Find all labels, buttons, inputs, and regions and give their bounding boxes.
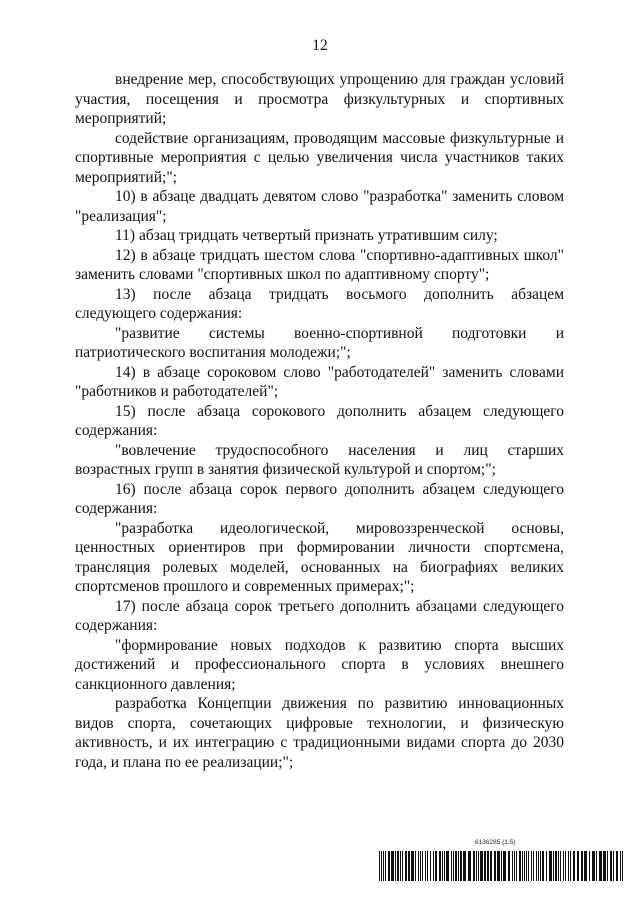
paragraph: 16) после абзаца сорок первого дополнить абзацем следующего содержания: [75, 480, 564, 517]
document-body [75, 70, 564, 772]
barcode-bar [533, 851, 534, 881]
barcode-bar [542, 851, 544, 881]
barcode-bar [444, 851, 445, 881]
paragraph: 12) в абзаце тридцать шестом слова "спортивно-адаптивных школ" заменить словами "спортивных школ по адаптивному спорту"; [75, 246, 564, 283]
barcode-bar [490, 851, 492, 881]
page-number: 12 [312, 37, 328, 54]
paragraph: 14) в абзаце сороковом слово "работодателей" заменить словами "работников и работодателей"; [75, 363, 564, 400]
barcode-bar [430, 851, 431, 881]
barcode-bar [400, 851, 401, 881]
barcode-bar [549, 851, 552, 881]
barcode-bar [512, 851, 513, 881]
barcode-bar [553, 851, 554, 881]
barcode-bar [391, 851, 394, 881]
barcode-bar [546, 851, 547, 881]
barcode-bar [460, 851, 462, 881]
paragraph: "разработка идеологической, мировоззренческой основы, ценностных ориентиров при формировании личности спортсмена, трансляция ролевых моделей, основанных на биографиях великих спортсменов прошлого и современных примерах;"; [75, 519, 564, 595]
barcode-bar [420, 851, 421, 881]
barcode-bar [519, 851, 521, 881]
barcode-bar [418, 851, 419, 881]
barcode-bar [581, 851, 583, 881]
barcode-bar [603, 851, 606, 881]
barcode-bar [402, 851, 403, 881]
barcode-bar [599, 851, 602, 881]
barcode-bar [563, 851, 564, 881]
barcode-bar [433, 851, 434, 881]
barcode-bar [620, 851, 621, 881]
barcode-bar [573, 851, 575, 881]
barcode-bar [446, 851, 449, 881]
barcode-bar [622, 851, 623, 881]
paragraph: 17) после абзаца сорок третьего дополнить абзацами следующего содержания: [75, 597, 564, 634]
barcode-bar [616, 851, 618, 881]
barcode-bar [516, 851, 517, 881]
barcode-bar [494, 851, 496, 881]
document-code: 6136285 (1.5) [475, 839, 516, 846]
barcode-bar [381, 851, 382, 881]
paragraph: внедрение мер, способствующих упрощению для граждан условий участия, посещения и просмотра физкультурных и спортивных мероприятий; [75, 71, 564, 127]
barcode-bar [531, 851, 532, 881]
paragraph: "вовлечение трудоспособного населения и лиц старших возрастных групп в занятия физической культурой и спортом;"; [75, 441, 564, 478]
barcode-bar [503, 851, 506, 881]
barcode-bar [427, 851, 428, 881]
barcode-bar [607, 851, 608, 881]
barcode-bar [453, 851, 454, 881]
barcode-bar [565, 851, 566, 881]
document-footer [379, 839, 624, 881]
barcode-bar [425, 851, 426, 881]
paragraph: 13) после абзаца тридцать восьмого дополнить абзацем следующего содержания: [75, 285, 564, 322]
barcode-bar [613, 851, 614, 881]
barcode-bar [528, 851, 529, 881]
barcode-bar [476, 851, 477, 881]
barcode-bar [422, 851, 423, 881]
barcode-bar [560, 851, 561, 881]
barcode-bar [395, 851, 396, 881]
barcode-bar [577, 851, 579, 881]
barcode-bar [383, 851, 384, 881]
paragraph: "развитие системы военно-спортивной подготовки и патриотического воспитания молодежи;"; [75, 324, 564, 361]
paragraph: 11) абзац тридцать четвертый признать утратившим силу; [115, 227, 498, 244]
barcode-bar [388, 851, 390, 881]
barcode-bar [487, 851, 489, 881]
barcode-bar [596, 851, 597, 881]
paragraph: 15) после абзаца сорокового дополнить абзацем следующего содержания: [75, 402, 564, 439]
barcode-bar [397, 851, 399, 881]
barcode-bar [555, 851, 557, 881]
barcode-bar [442, 851, 443, 881]
paragraph: "формирование новых подходов к развитию спорта высших достижений и профессионального спорта в условиях внешнего санкционного давления; [75, 636, 564, 693]
barcode-bar [385, 851, 386, 881]
barcode-icon [379, 851, 624, 881]
barcode-bar [558, 851, 559, 881]
barcode-bar [538, 851, 539, 881]
barcode-bar [379, 851, 380, 881]
barcode-bar [592, 851, 595, 881]
barcode-bar [508, 851, 510, 881]
barcode-bar [468, 851, 471, 881]
barcode-bar [524, 851, 525, 881]
barcode-bar [439, 851, 441, 881]
barcode-bar [411, 851, 414, 881]
barcode-bar [536, 851, 537, 881]
barcode-bar [458, 851, 459, 881]
paragraph: содействие организациям, проводящим массовые физкультурные и спортивные мероприятия с целью увеличения числа участников таких мероприятий;"; [75, 129, 564, 186]
barcode-bar [522, 851, 523, 881]
barcode-bar [484, 851, 486, 881]
barcode-bar [589, 851, 590, 881]
barcode-bar [478, 851, 479, 881]
barcode-bar [501, 851, 502, 881]
barcode-bar [455, 851, 457, 881]
barcode-bar [408, 851, 410, 881]
barcode-bar [570, 851, 571, 881]
paragraph: 10) в абзаце двадцать девятом слово "разработка" заменить словом "реализация"; [75, 188, 564, 225]
paragraph: разработка Концепции движения по развитию инновационных видов спорта, сочетающих цифровые технологии, и физическую активность, и их интеграцию с традиционными видами спорта до 2030 года, и плана по ее реализации;"; [75, 695, 564, 771]
barcode-bar [463, 851, 466, 881]
barcode-bar [540, 851, 541, 881]
barcode-bar [568, 851, 569, 881]
barcode-bar [435, 851, 437, 881]
barcode-bar [405, 851, 407, 881]
barcode-bar [473, 851, 475, 881]
barcode-bar [497, 851, 500, 881]
barcode-bar [480, 851, 483, 881]
barcode-bar [451, 851, 452, 881]
barcode-bar [584, 851, 587, 881]
barcode-bar [526, 851, 527, 881]
barcode-bar [415, 851, 416, 881]
barcode-bar [514, 851, 515, 881]
barcode-bar [610, 851, 612, 881]
